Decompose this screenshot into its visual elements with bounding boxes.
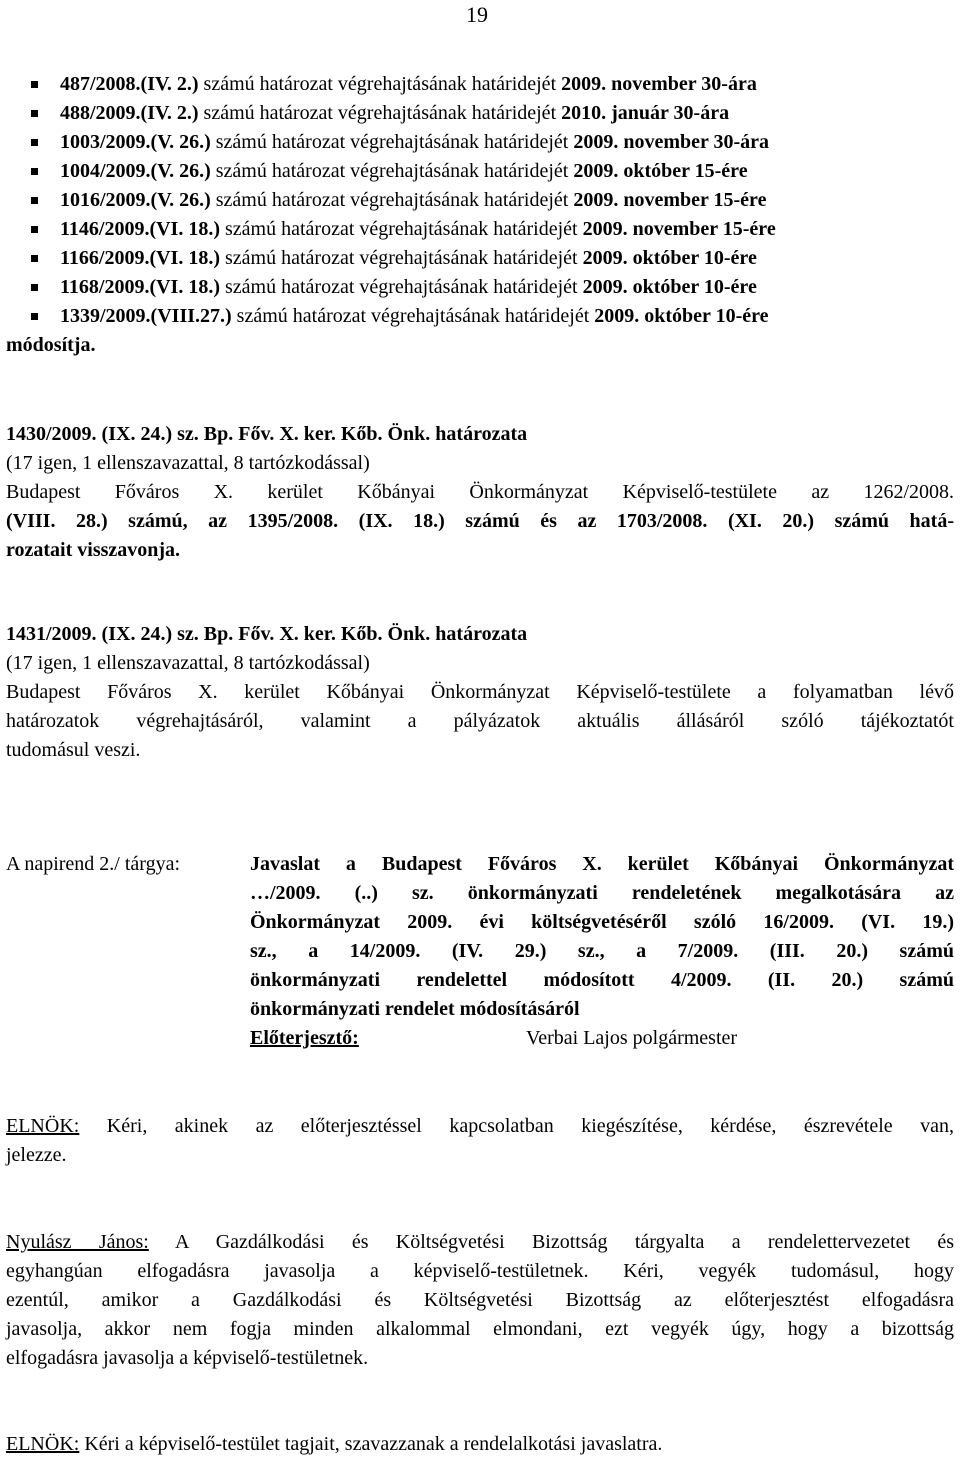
- agenda-subject-line: önkormányzati rendelettel módosított 4/2009. (II. 20.) számú: [250, 969, 954, 991]
- deadline-date: 2009. október 10-ére: [582, 247, 757, 269]
- resolution-1431: [6, 620, 954, 765]
- speech-line: elfogadásra javasolja a képviselő-testületnek.: [6, 1347, 369, 1369]
- resolution-number: 1166/2009.(VI. 18.): [60, 247, 220, 269]
- agenda-subject-line: önkormányzati rendelet módosításáról: [250, 998, 580, 1020]
- deadline-date: 2009. október 10-ére: [594, 305, 769, 327]
- speech-text: A Gazdálkodási és Költségvetési Bizottság tárgyalta a rendelettervezetet és: [175, 1231, 954, 1253]
- resolution-title: 1430/2009. (IX. 24.) sz. Bp. Főv. X. ker. Kőb. Önk. határozata: [6, 423, 528, 445]
- resolution-title: 1431/2009. (IX. 24.) sz. Bp. Főv. X. ker. Kőb. Önk. határozata: [6, 623, 528, 645]
- agenda-subject: [250, 850, 954, 1053]
- speech-line: ezentúl, amikor a Gazdálkodási és Költségvetési Bizottság az előterjesztést elfogadásra: [6, 1289, 954, 1311]
- square-bullet-icon: [31, 110, 38, 117]
- speech-line: [6, 1112, 954, 1141]
- presenter-name: Verbai Lajos polgármester: [526, 1027, 738, 1049]
- speech-chair-1: [6, 1112, 954, 1170]
- deadline-date: 2009. november 30-ára: [573, 131, 770, 153]
- square-bullet-icon: [31, 168, 38, 175]
- list-item: [6, 215, 954, 244]
- agenda-subject-line: Önkormányzat 2009. évi költségvetéséről szóló 16/2009. (VI. 19.): [250, 911, 954, 933]
- item-text: számú határozat végrehajtásának határidejét: [215, 160, 569, 182]
- deadline-date: 2009. november 30-ára: [561, 73, 757, 95]
- list-item: [6, 244, 954, 273]
- speech-line: javasolja, akkor nem fogja minden alkalommal elmondani, ezt vegyék úgy, hogy a bizottság: [6, 1318, 954, 1340]
- speech-line: jelezze.: [6, 1144, 67, 1166]
- deadline-date: 2009. október 10-ére: [582, 276, 757, 298]
- deadline-list: [6, 70, 954, 360]
- agenda-label: A napirend 2./ tárgya:: [6, 853, 181, 875]
- square-bullet-icon: [31, 255, 38, 262]
- square-bullet-icon: [31, 81, 38, 88]
- speech-nyulasz: [6, 1228, 954, 1373]
- resolution-number: 1146/2009.(VI. 18.): [60, 218, 220, 240]
- speaker-name: Nyulász János:: [6, 1231, 149, 1253]
- resolution-1430: [6, 420, 954, 565]
- list-item: [6, 273, 954, 302]
- square-bullet-icon: [31, 284, 38, 291]
- deadline-date: 2010. január 30-ára: [561, 102, 730, 124]
- resolution-body-line: rozatait visszavonja.: [6, 539, 181, 561]
- resolution-body-line: határozatok végrehajtásáról, valamint a pályázatok aktuális állásáról szóló tájékoztatót: [6, 710, 954, 732]
- page-number: 19: [466, 2, 488, 27]
- resolution-number: 1004/2009.(V. 26.): [60, 160, 211, 182]
- presenter-label: Előterjesztő:: [250, 1027, 359, 1049]
- speaker-name: ELNÖK:: [6, 1115, 80, 1137]
- resolution-number: 1003/2009.(V. 26.): [60, 131, 211, 153]
- speech-text: Kéri a képviselő-testület tagjait, szavazzanak a rendelalkotási javaslatra.: [84, 1433, 663, 1455]
- list-item: [6, 70, 954, 99]
- presenter-line: [250, 1024, 954, 1053]
- square-bullet-icon: [31, 197, 38, 204]
- resolution-body-line: tudomásul veszi.: [6, 739, 141, 761]
- item-text: számú határozat végrehajtásának határidejét: [225, 276, 578, 298]
- speech-line: [6, 1430, 954, 1459]
- list-item: [6, 128, 954, 157]
- speech-line: [6, 1228, 954, 1257]
- list-item: [6, 186, 954, 215]
- modifies-text: módosítja.: [6, 334, 96, 356]
- item-text: számú határozat végrehajtásának határidejét: [236, 305, 590, 327]
- resolution-number: 1168/2009.(VI. 18.): [60, 276, 220, 298]
- deadline-date: 2009. október 15-ére: [573, 160, 748, 182]
- resolution-body-line: (VIII. 28.) számú, az 1395/2008. (IX. 18.) számú és az 1703/2008. (XI. 20.) számú hatá-: [6, 510, 954, 532]
- square-bullet-icon: [31, 226, 38, 233]
- resolution-body-line: Budapest Főváros X. kerület Kőbányai Önkormányzat Képviselő-testülete az 1262/2008.: [6, 481, 954, 503]
- item-text: számú határozat végrehajtásának határidejét: [225, 247, 578, 269]
- speech-line: egyhangúan elfogadásra javasolja a képviselő-testületnek. Kéri, vegyék tudomásul, hogy: [6, 1260, 954, 1282]
- item-text: számú határozat végrehajtásának határidejét: [215, 189, 569, 211]
- speaker-name: ELNÖK:: [6, 1433, 80, 1455]
- item-text: számú határozat végrehajtásának határidejét: [203, 73, 557, 95]
- deadline-date: 2009. november 15-ére: [573, 189, 767, 211]
- vote-result: (17 igen, 1 ellenszavazattal, 8 tartózkodással): [6, 452, 370, 474]
- resolution-number: 487/2008.(IV. 2.): [60, 73, 199, 95]
- square-bullet-icon: [31, 313, 38, 320]
- deadline-date: 2009. november 15-ére: [582, 218, 776, 240]
- speech-text: Kéri, akinek az előterjesztéssel kapcsolatban kiegészítése, kérdése, észrevétele van,: [106, 1115, 954, 1137]
- vote-result: (17 igen, 1 ellenszavazattal, 8 tartózkodással): [6, 652, 370, 674]
- list-item: [6, 157, 954, 186]
- square-bullet-icon: [31, 139, 38, 146]
- item-text: számú határozat végrehajtásának határidejét: [225, 218, 578, 240]
- agenda-subject-line: …/2009. (..) sz. önkormányzati rendeletének megalkotására az: [250, 882, 954, 904]
- speech-chair-2: [6, 1430, 954, 1459]
- resolution-body-line: Budapest Főváros X. kerület Kőbányai Önkormányzat Képviselő-testülete a folyamatban lévő: [6, 681, 954, 703]
- list-item: [6, 99, 954, 128]
- agenda-subject-line: sz., a 14/2009. (IV. 29.) sz., a 7/2009. (III. 20.) számú: [250, 940, 954, 962]
- resolution-number: 1016/2009.(V. 26.): [60, 189, 211, 211]
- resolution-number: 1339/2009.(VIII.27.): [60, 305, 232, 327]
- item-text: számú határozat végrehajtásának határidejét: [203, 102, 557, 124]
- agenda-subject-line: Javaslat a Budapest Főváros X. kerület Kőbányai Önkormányzat: [250, 853, 954, 875]
- resolution-number: 488/2009.(IV. 2.): [60, 102, 199, 124]
- item-text: számú határozat végrehajtásának határidejét: [215, 131, 569, 153]
- list-item: [6, 302, 954, 331]
